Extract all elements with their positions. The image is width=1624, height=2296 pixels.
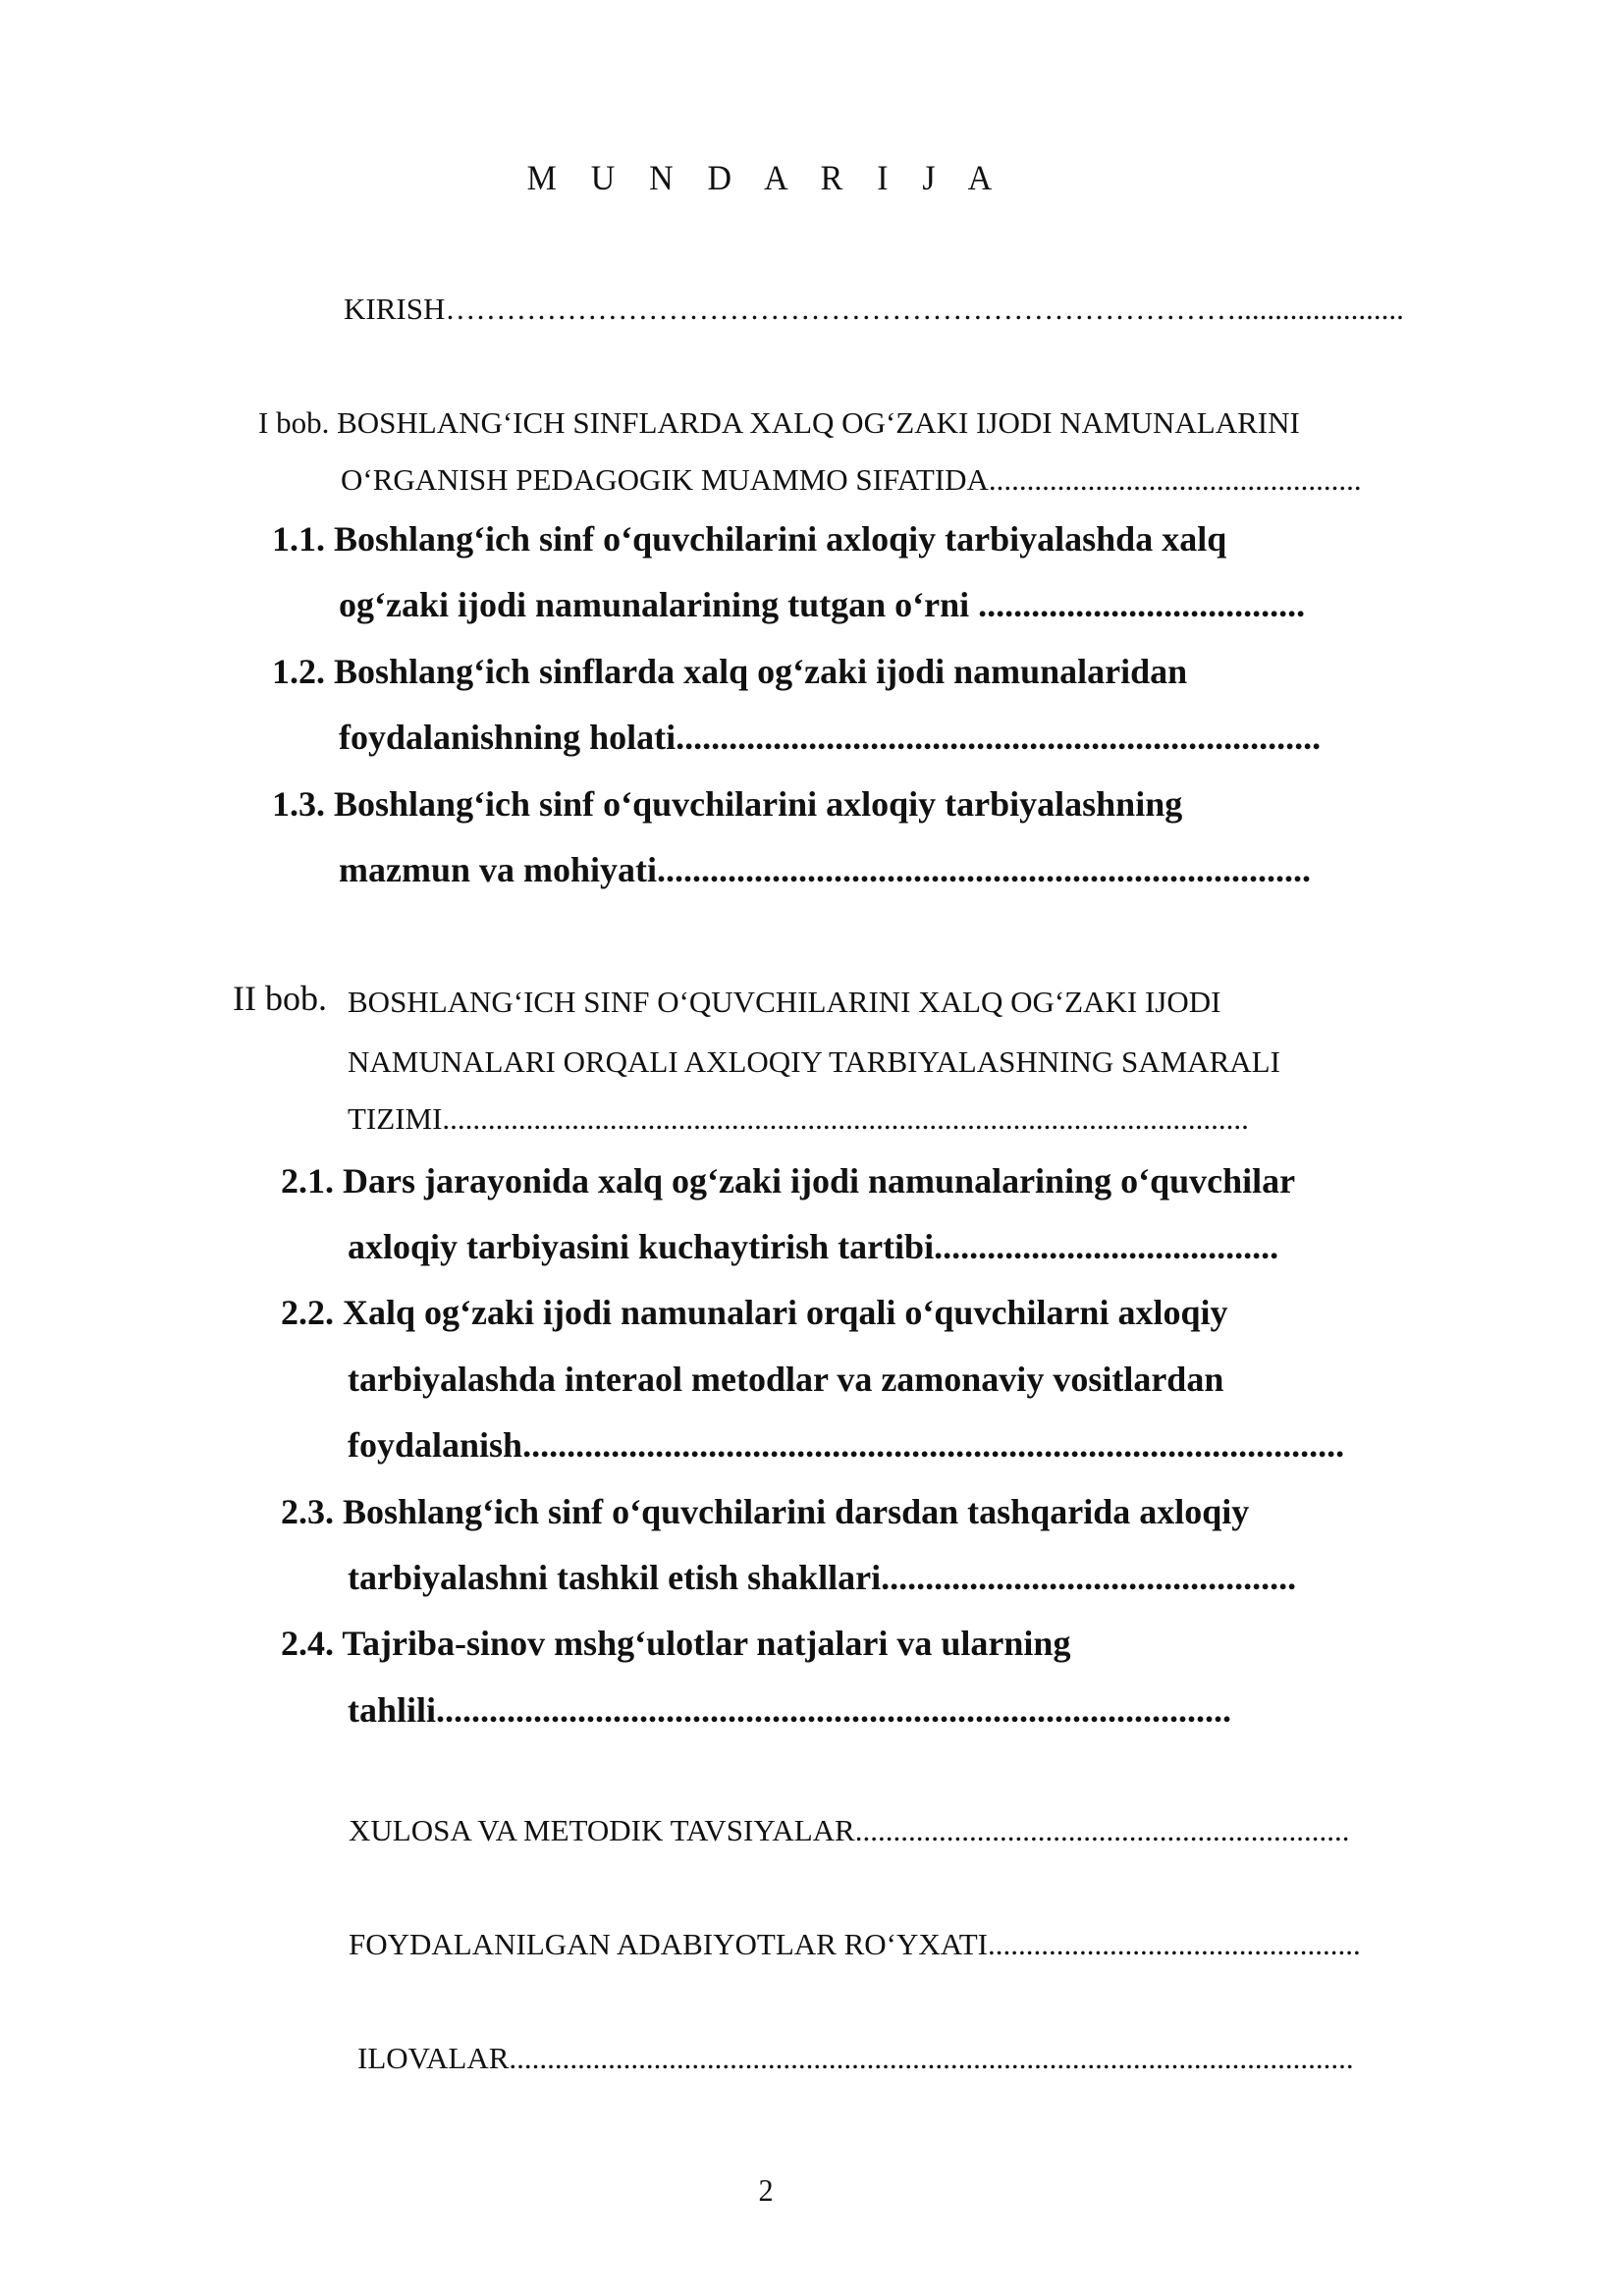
toc-section-2-2-line-2: tarbiyalashda interaol metodlar va zamonaviy vositlardan	[348, 1360, 1224, 1399]
toc-entry-xulosa: XULOSA VA METODIK TAVSIYALAR.................................................................	[349, 1813, 1350, 1847]
toc-section-2-3-line-2: tarbiyalashni tashkil etish shakllari...............................................	[348, 1558, 1297, 1597]
toc-section-2-2-line-1: 2.2. Xalq og‘zaki ijodi namunalari orqali o‘quvchilarni axloqiy	[281, 1293, 1228, 1332]
toc-chapter-2-prefix: II bob.	[233, 979, 327, 1018]
toc-section-2-3-line-1: 2.3. Boshlang‘ich sinf o‘quvchilarini darsdan tashqarida axloqiy	[281, 1492, 1250, 1531]
toc-section-1-3-line-1: 1.3. Boshlang‘ich sinf o‘quvchilarini axloqiy tarbiyalashning	[272, 784, 1183, 824]
toc-section-1-1-line-2: og‘zaki ijodi namunalarining tutgan o‘rni .....................................	[339, 585, 1306, 624]
page-title: M U N D A R I J A	[526, 158, 1005, 197]
toc-section-2-2-line-3: foydalanish.............................................................................................	[348, 1425, 1345, 1465]
toc-entry-adabiyotlar: FOYDALANILGAN ADABIYOTLAR RO‘YXATI.................................................	[349, 1927, 1361, 1961]
toc-section-2-4-line-2: tahlili..........................................................................................	[348, 1690, 1232, 1730]
toc-section-1-1-line-1: 1.1. Boshlang‘ich sinf o‘quvchilarini axloqiy tarbiyalashda xalq	[272, 519, 1227, 559]
toc-chapter-2-line-2: NAMUNALARI ORQALI AXLOQIY TARBIYALASHNING SAMARALI	[348, 1044, 1280, 1079]
toc-chapter-1-line-1: I bob. BOSHLANG‘ICH SINFLARDA XALQ OG‘ZAKI IJODI NAMUNALARINI	[258, 405, 1300, 440]
toc-chapter-2-line-3: TIZIMI..........................................................................................................	[348, 1101, 1249, 1136]
toc-entry-ilovalar: ILOVALAR...............................................................................................................	[357, 2041, 1354, 2075]
toc-section-2-1-line-2: axloqiy tarbiyasini kuchaytirish tartibi.......................................	[348, 1227, 1279, 1266]
toc-section-1-2-line-1: 1.2. Boshlang‘ich sinflarda xalq og‘zaki ijodi namunalaridan	[272, 652, 1188, 691]
page-number: 2	[758, 2172, 774, 2208]
toc-section-1-2-line-2: foydalanishning holati.........................................................................	[339, 718, 1322, 757]
toc-entry-kirish: KIRISH……………………………………………………………………......................	[344, 292, 1404, 326]
toc-chapter-1-line-2: O‘RGANISH PEDAGOGIK MUAMMO SIFATIDA.................................................	[341, 462, 1362, 497]
toc-section-1-3-line-2: mazmun va mohiyati..........................................................................	[339, 850, 1311, 889]
toc-chapter-2-line-1: BOSHLANG‘ICH SINF O‘QUVCHILARINI XALQ OG‘ZAKI IJODI	[348, 985, 1221, 1019]
toc-section-2-1-line-1: 2.1. Dars jarayonida xalq og‘zaki ijodi namunalarining o‘quvchilar	[281, 1161, 1296, 1201]
toc-section-2-4-line-1: 2.4. Tajriba-sinov mshg‘ulotlar natjalari va ularning	[281, 1624, 1071, 1663]
